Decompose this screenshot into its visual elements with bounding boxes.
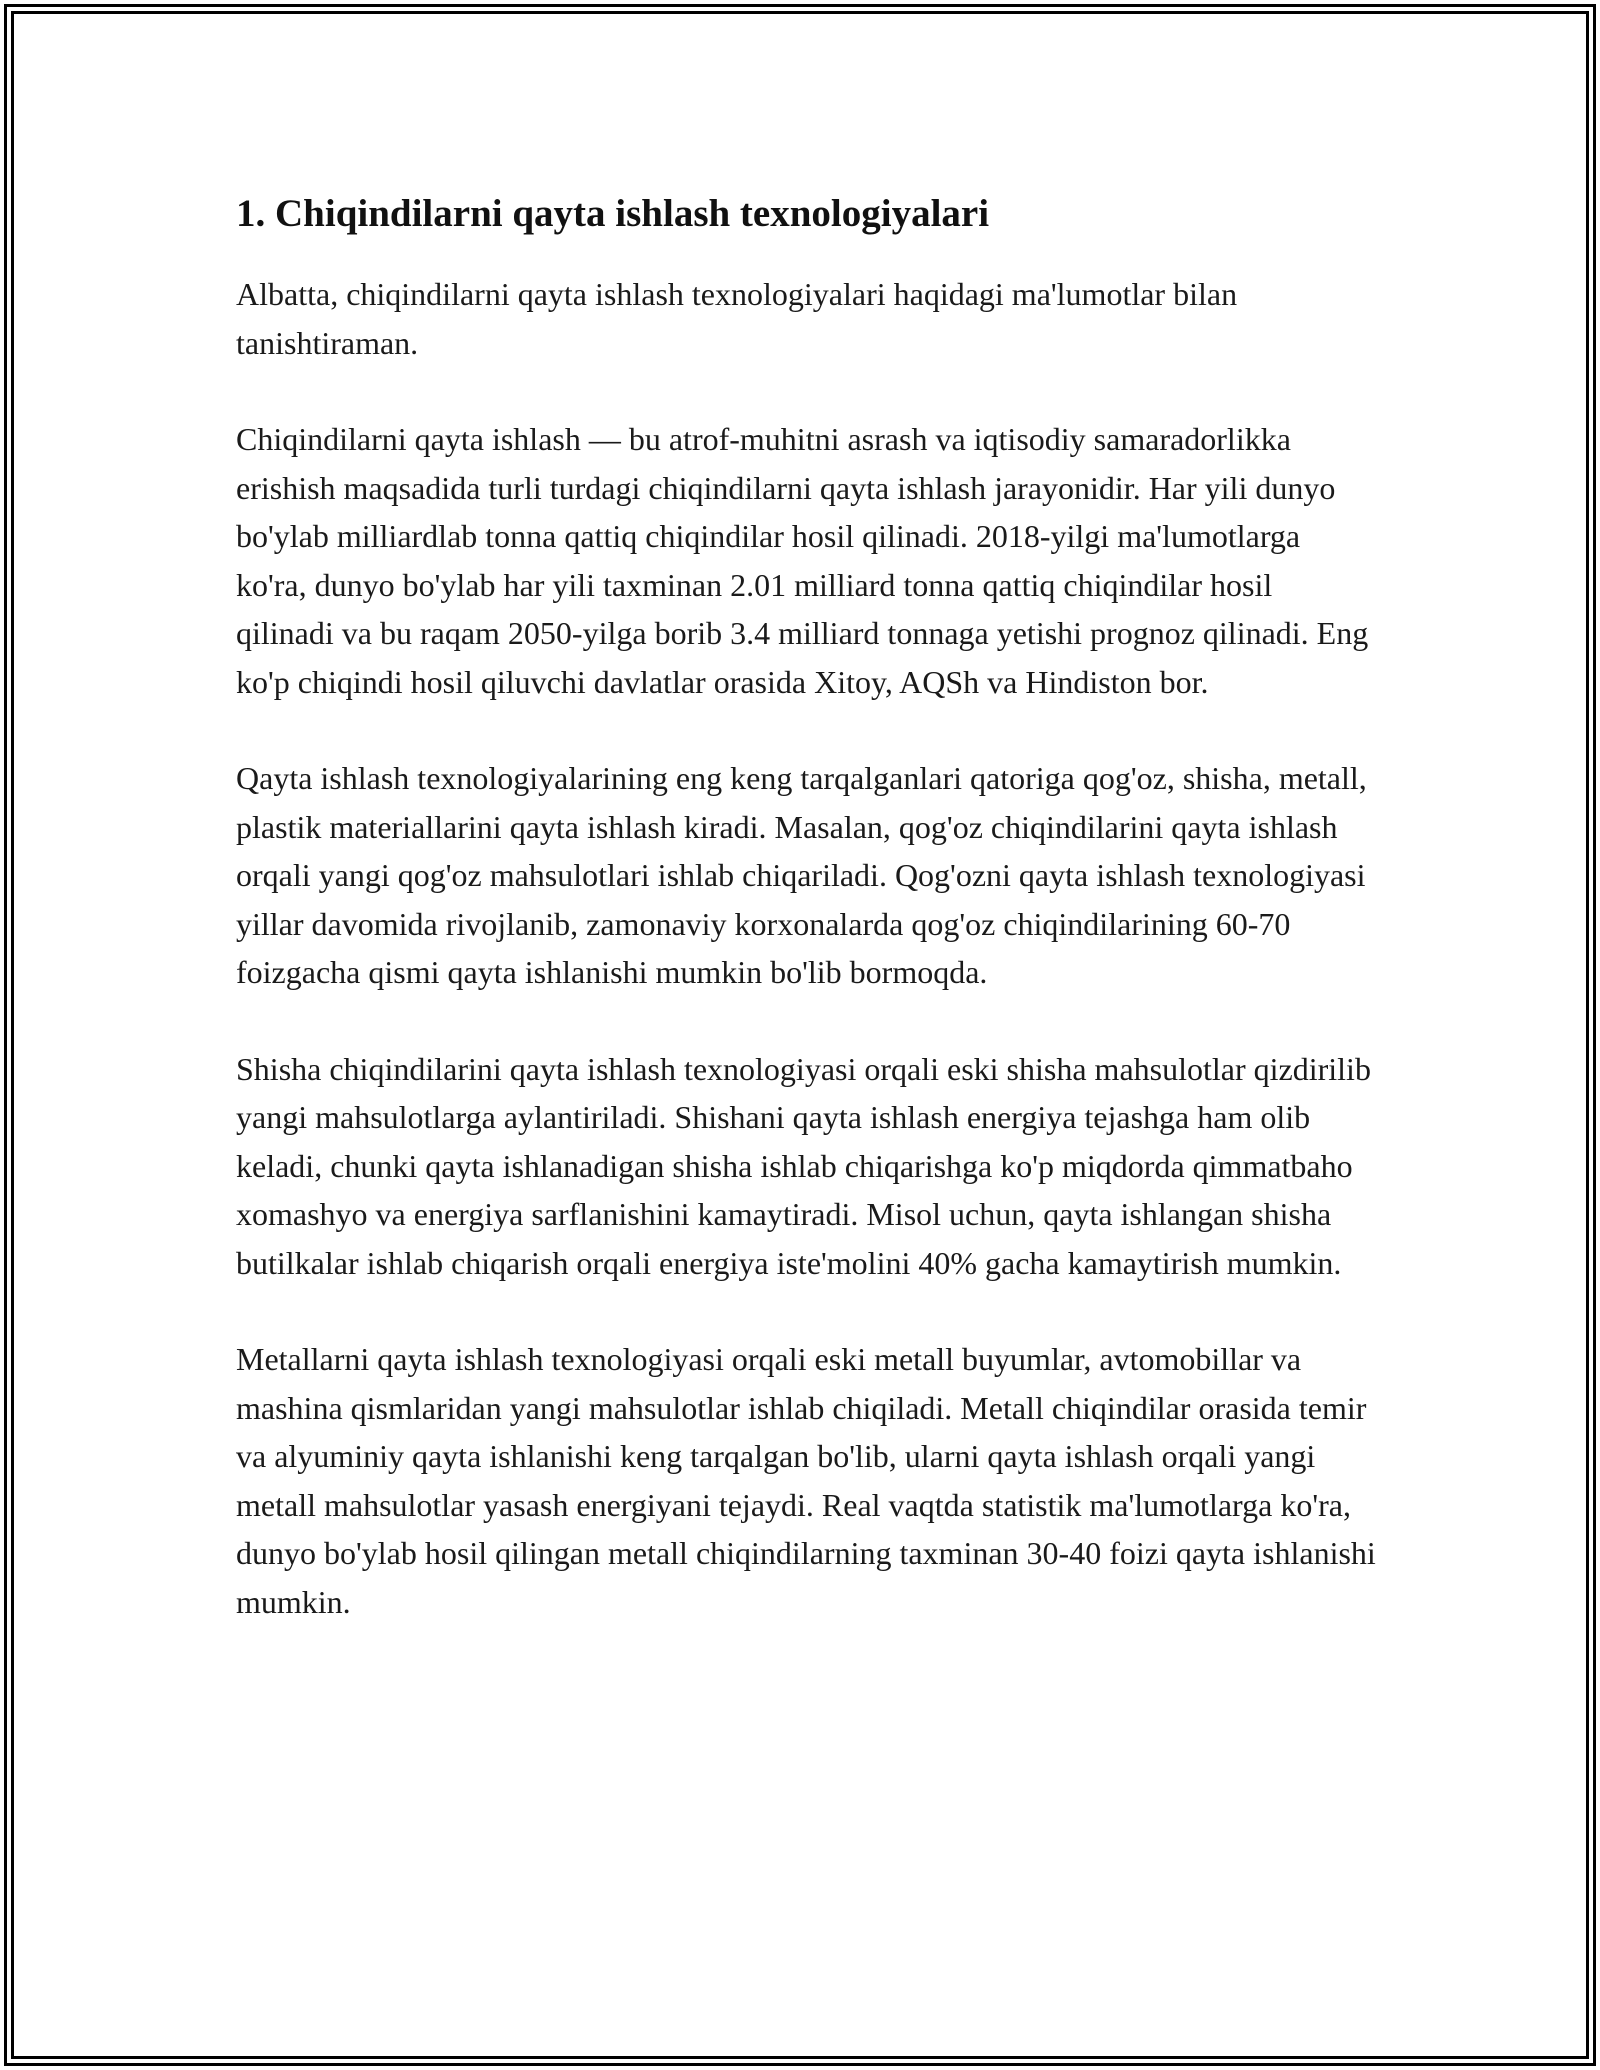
page-title: 1. Chiqindilarni qayta ishlash texnologiyalari [236,192,990,235]
glass-recycling-paragraph: Shisha chiqindilarini qayta ishlash texnologiyasi orqali eski shisha mahsulotlar qizdirilib yangi mahsulotlarga aylantiriladi. Shishani qayta ishlash energiya tejashga ham olib keladi, chunki qayta ishlanadigan shisha ishlab chiqarishga ko'p miqdorda qimmatbaho xomashyo va energiya sarflanishini kamaytiradi. Misol uchun, qayta ishlangan shisha butilkalar ishlab chiqarish orqali energiya iste'molini 40% gacha kamaytirish mumkin. [236,1050,1371,1281]
metal-recycling-paragraph: Metallarni qayta ishlash texnologiyasi orqali eski metall buyumlar, avtomobillar va mashina qismlaridan yangi mahsulotlar ishlab chiqiladi. Metall chiqindilar orasida temir va alyuminiy qayta ishlanishi keng tarqalgan bo'lib, ularni qayta ishlash orqali yangi metall mahsulotlar yasash energiyani tejaydi. Real vaqtda statistik ma'lumotlarga ko'ra, dunyo bo'ylab hosil qilingan metall chiqindilarning taxminan 30-40 foizi qayta ishlanishi mumkin. [236,1341,1376,1620]
document-body [236,188,1376,1674]
intro-paragraph: Albatta, chiqindilarni qayta ishlash texnologiyalari haqidagi ma'lumotlar bilan tanishtiraman. [236,276,1238,361]
overview-paragraph: Chiqindilarni qayta ishlash — bu atrof-muhitni asrash va iqtisodiy samaradorlikka erishish maqsadida turli turdagi chiqindilarni qayta ishlash jarayonidir. Har yili dunyo bo'ylab milliardlab tonna qattiq chiqindilar hosil qilinadi. 2018-yilgi ma'lumotlarga ko'ra, dunyo bo'ylab har yili taxminan 2.01 milliard tonna qattiq chiqindilar hosil qilinadi va bu raqam 2050-yilga borib 3.4 milliard tonnaga yetishi prognoz qilinadi. Eng ko'p chiqindi hosil qiluvchi davlatlar orasida Xitoy, AQSh va Hindiston bor. [236,421,1369,700]
paper-recycling-paragraph: Qayta ishlash texnologiyalarining eng keng tarqalganlari qatoriga qog'oz, shisha, metall, plastik materiallarini qayta ishlash kiradi. Masalan, qog'oz chiqindilarini qayta ishlash orqali yangi qog'oz mahsulotlari ishlab chiqariladi. Qog'ozni qayta ishlash texnologiyasi yillar davomida rivojlanib, zamonaviy korxonalarda qog'oz chiqindilarining 60-70 foizgacha qismi qayta ishlanishi mumkin bo'lib bormoqda. [236,760,1367,990]
